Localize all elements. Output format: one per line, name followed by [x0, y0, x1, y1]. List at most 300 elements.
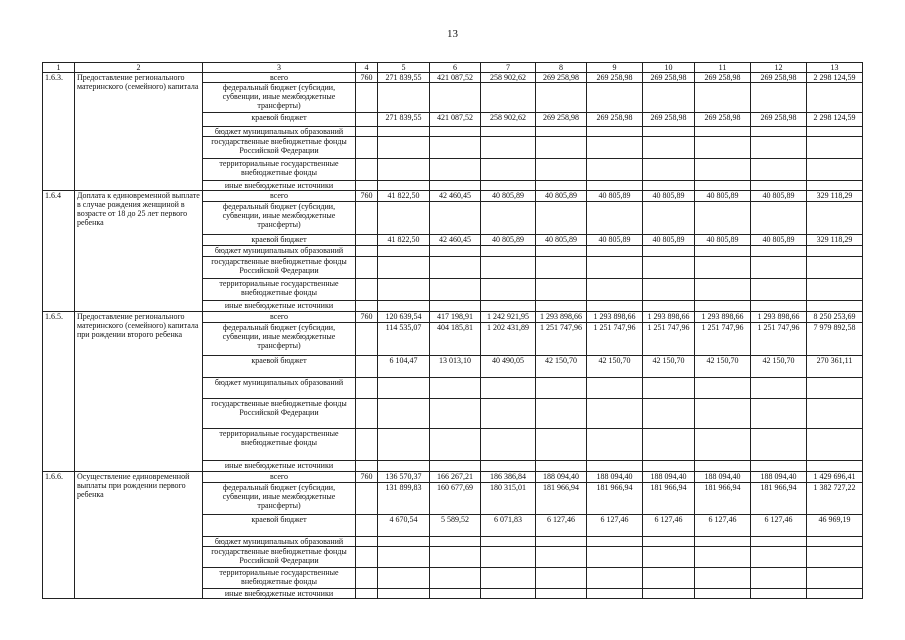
value-cell	[430, 159, 481, 181]
value-cell	[695, 461, 751, 472]
value-cell: 181 966,94	[695, 483, 751, 515]
column-header-1: 1	[43, 63, 75, 73]
value-cell	[695, 589, 751, 599]
value-cell: 6 127,46	[536, 515, 587, 537]
value-cell	[587, 301, 643, 312]
value-cell	[430, 279, 481, 301]
value-cell	[695, 378, 751, 399]
value-cell	[807, 83, 863, 113]
value-cell: 1 251 747,96	[751, 323, 807, 356]
funding-source-regional: краевой бюджет	[203, 356, 356, 378]
coordinator-code	[356, 547, 378, 568]
funding-source-municipal: бюджет муниципальных образований	[203, 127, 356, 137]
value-cell	[587, 537, 643, 547]
value-cell: 269 258,98	[587, 73, 643, 83]
funding-source-regional: краевой бюджет	[203, 113, 356, 127]
funding-source-regional: краевой бюджет	[203, 515, 356, 537]
coordinator-code	[356, 399, 378, 429]
value-cell	[481, 378, 536, 399]
value-cell: 1 242 921,95	[481, 312, 536, 323]
value-cell	[536, 399, 587, 429]
value-cell	[643, 568, 695, 589]
value-cell	[536, 127, 587, 137]
value-cell: 6 127,46	[587, 515, 643, 537]
measure-code: 1.6.3.	[43, 73, 75, 191]
value-cell: 269 258,98	[536, 113, 587, 127]
value-cell	[807, 399, 863, 429]
column-header-13: 13	[807, 63, 863, 73]
value-cell	[481, 568, 536, 589]
value-cell	[751, 399, 807, 429]
value-cell	[807, 461, 863, 472]
value-cell	[378, 137, 430, 159]
value-cell	[378, 378, 430, 399]
value-cell	[807, 137, 863, 159]
value-cell	[643, 181, 695, 191]
value-cell: 1 202 431,89	[481, 323, 536, 356]
value-cell: 40 805,89	[643, 235, 695, 246]
value-cell	[643, 159, 695, 181]
column-header-5: 5	[378, 63, 430, 73]
value-cell	[587, 568, 643, 589]
value-cell	[643, 83, 695, 113]
value-cell	[430, 589, 481, 599]
value-cell: 42 460,45	[430, 191, 481, 202]
value-cell	[751, 246, 807, 257]
value-cell	[481, 202, 536, 235]
coordinator-code	[356, 323, 378, 356]
value-cell	[695, 181, 751, 191]
value-cell	[378, 429, 430, 461]
value-cell	[481, 181, 536, 191]
funding-source-federal: федеральный бюджет (субсидии, субвенции, иные межбюджетные трансферты)	[203, 323, 356, 356]
value-cell	[536, 589, 587, 599]
value-cell	[807, 257, 863, 279]
value-cell	[378, 399, 430, 429]
funding-source-territorial-funds: территориальные государственные внебюджетные фонды	[203, 159, 356, 181]
coordinator-code: 760	[356, 191, 378, 202]
value-cell: 131 899,83	[378, 483, 430, 515]
column-header-6: 6	[430, 63, 481, 73]
value-cell	[430, 568, 481, 589]
value-cell: 40 805,89	[536, 235, 587, 246]
value-cell	[807, 202, 863, 235]
value-cell: 417 198,91	[430, 312, 481, 323]
value-cell: 271 839,55	[378, 73, 430, 83]
column-header-7: 7	[481, 63, 536, 73]
value-cell	[378, 246, 430, 257]
value-cell	[751, 127, 807, 137]
value-cell: 1 293 898,66	[587, 312, 643, 323]
value-cell	[536, 279, 587, 301]
value-cell	[695, 429, 751, 461]
value-cell	[378, 83, 430, 113]
value-cell: 269 258,98	[695, 113, 751, 127]
value-cell: 421 087,52	[430, 73, 481, 83]
value-cell: 1 251 747,96	[587, 323, 643, 356]
coordinator-code	[356, 83, 378, 113]
value-cell	[430, 257, 481, 279]
value-cell: 269 258,98	[751, 113, 807, 127]
funding-source-total: всего	[203, 472, 356, 483]
value-cell	[430, 301, 481, 312]
table-row	[43, 191, 863, 202]
value-cell	[587, 83, 643, 113]
funding-source-total: всего	[203, 73, 356, 83]
funding-source-municipal: бюджет муниципальных образований	[203, 537, 356, 547]
value-cell	[643, 378, 695, 399]
value-cell	[587, 127, 643, 137]
value-cell	[481, 137, 536, 159]
value-cell: 6 127,46	[643, 515, 695, 537]
value-cell: 181 966,94	[751, 483, 807, 515]
value-cell	[378, 589, 430, 599]
value-cell	[751, 83, 807, 113]
value-cell: 181 966,94	[536, 483, 587, 515]
value-cell: 404 185,81	[430, 323, 481, 356]
value-cell: 13 013,10	[430, 356, 481, 378]
value-cell	[430, 127, 481, 137]
value-cell	[536, 181, 587, 191]
value-cell	[643, 279, 695, 301]
header-row	[43, 63, 863, 73]
funding-source-territorial-funds: территориальные государственные внебюджетные фонды	[203, 429, 356, 461]
value-cell	[481, 461, 536, 472]
value-cell	[587, 246, 643, 257]
value-cell	[807, 301, 863, 312]
value-cell	[751, 181, 807, 191]
value-cell: 1 382 727,22	[807, 483, 863, 515]
value-cell	[751, 461, 807, 472]
value-cell	[695, 399, 751, 429]
value-cell	[430, 399, 481, 429]
value-cell	[536, 83, 587, 113]
value-cell	[587, 137, 643, 159]
value-cell: 5 589,52	[430, 515, 481, 537]
coordinator-code	[356, 202, 378, 235]
value-cell	[751, 589, 807, 599]
value-cell: 269 258,98	[536, 73, 587, 83]
value-cell	[751, 279, 807, 301]
funding-source-regional: краевой бюджет	[203, 235, 356, 246]
value-cell: 6 071,83	[481, 515, 536, 537]
value-cell	[378, 202, 430, 235]
value-cell: 1 293 898,66	[643, 312, 695, 323]
value-cell	[481, 246, 536, 257]
value-cell	[536, 537, 587, 547]
value-cell	[695, 83, 751, 113]
value-cell: 42 150,70	[751, 356, 807, 378]
value-cell	[807, 246, 863, 257]
value-cell: 269 258,98	[643, 73, 695, 83]
value-cell	[378, 461, 430, 472]
value-cell: 42 150,70	[536, 356, 587, 378]
value-cell	[643, 547, 695, 568]
funding-source-federal: федеральный бюджет (субсидии, субвенции, иные межбюджетные трансферты)	[203, 483, 356, 515]
funding-source-other: иные внебюджетные источники	[203, 301, 356, 312]
value-cell	[751, 429, 807, 461]
value-cell: 181 966,94	[643, 483, 695, 515]
value-cell	[751, 547, 807, 568]
value-cell	[643, 429, 695, 461]
value-cell: 188 094,40	[751, 472, 807, 483]
value-cell	[695, 279, 751, 301]
value-cell	[807, 279, 863, 301]
coordinator-code	[356, 181, 378, 191]
value-cell	[378, 547, 430, 568]
value-cell: 42 150,70	[643, 356, 695, 378]
table-row	[43, 472, 863, 483]
value-cell	[430, 181, 481, 191]
value-cell	[643, 127, 695, 137]
value-cell	[643, 399, 695, 429]
value-cell	[807, 537, 863, 547]
value-cell	[751, 137, 807, 159]
page-number: 13	[447, 28, 458, 40]
value-cell	[587, 159, 643, 181]
value-cell	[587, 279, 643, 301]
value-cell	[695, 127, 751, 137]
funding-source-total: всего	[203, 191, 356, 202]
value-cell	[378, 537, 430, 547]
value-cell	[378, 301, 430, 312]
value-cell	[587, 429, 643, 461]
value-cell: 1 251 747,96	[643, 323, 695, 356]
value-cell: 1 251 747,96	[695, 323, 751, 356]
value-cell	[807, 429, 863, 461]
coordinator-code	[356, 159, 378, 181]
value-cell: 40 805,89	[751, 191, 807, 202]
value-cell: 6 104,47	[378, 356, 430, 378]
coordinator-code: 760	[356, 73, 378, 83]
value-cell: 6 127,46	[695, 515, 751, 537]
value-cell	[643, 202, 695, 235]
coordinator-code	[356, 127, 378, 137]
value-cell	[430, 137, 481, 159]
value-cell	[695, 246, 751, 257]
funding-source-other: иные внебюджетные источники	[203, 589, 356, 599]
measure-name: Доплата к единовременной выплате в случае рождения женщиной в возрасте от 18 до 25 лет первого ребенка	[75, 191, 203, 312]
value-cell: 40 805,89	[751, 235, 807, 246]
value-cell	[430, 547, 481, 568]
column-header-10: 10	[643, 63, 695, 73]
coordinator-code	[356, 356, 378, 378]
value-cell: 40 805,89	[587, 235, 643, 246]
funding-source-state-funds: государственные внебюджетные фонды Российской Федерации	[203, 399, 356, 429]
value-cell: 329 118,29	[807, 235, 863, 246]
value-cell: 46 969,19	[807, 515, 863, 537]
value-cell: 4 670,54	[378, 515, 430, 537]
coordinator-code	[356, 429, 378, 461]
value-cell: 40 805,89	[481, 191, 536, 202]
funding-source-federal: федеральный бюджет (субсидии, субвенции, иные межбюджетные трансферты)	[203, 83, 356, 113]
coordinator-code	[356, 137, 378, 159]
value-cell: 40 805,89	[695, 235, 751, 246]
value-cell	[430, 378, 481, 399]
value-cell: 41 822,50	[378, 235, 430, 246]
value-cell	[695, 257, 751, 279]
value-cell: 40 805,89	[481, 235, 536, 246]
value-cell	[587, 257, 643, 279]
value-cell	[481, 83, 536, 113]
value-cell	[587, 461, 643, 472]
funding-source-state-funds: государственные внебюджетные фонды Российской Федерации	[203, 137, 356, 159]
funding-source-other: иные внебюджетные источники	[203, 461, 356, 472]
value-cell: 1 251 747,96	[536, 323, 587, 356]
value-cell	[378, 127, 430, 137]
value-cell	[751, 257, 807, 279]
value-cell: 180 315,01	[481, 483, 536, 515]
value-cell	[378, 257, 430, 279]
measure-name: Предоставление регионального материнского (семейного) капитала при рождении второго ребенка	[75, 312, 203, 472]
value-cell: 258 902,62	[481, 73, 536, 83]
value-cell: 166 267,21	[430, 472, 481, 483]
value-cell	[430, 461, 481, 472]
measure-name: Предоставление регионального материнского (семейного) капитала	[75, 73, 203, 191]
value-cell	[807, 589, 863, 599]
value-cell: 114 535,07	[378, 323, 430, 356]
value-cell	[481, 429, 536, 461]
coordinator-code	[356, 301, 378, 312]
coordinator-code	[356, 257, 378, 279]
value-cell: 42 150,70	[695, 356, 751, 378]
value-cell	[643, 137, 695, 159]
value-cell	[695, 537, 751, 547]
value-cell	[430, 202, 481, 235]
table-row	[43, 73, 863, 83]
value-cell: 42 460,45	[430, 235, 481, 246]
coordinator-code	[356, 568, 378, 589]
value-cell	[378, 568, 430, 589]
coordinator-code	[356, 246, 378, 257]
value-cell	[536, 568, 587, 589]
value-cell: 1 293 898,66	[536, 312, 587, 323]
column-header-9: 9	[587, 63, 643, 73]
value-cell	[807, 568, 863, 589]
value-cell	[807, 127, 863, 137]
measure-code: 1.6.6.	[43, 472, 75, 599]
coordinator-code	[356, 515, 378, 537]
column-header-2: 2	[75, 63, 203, 73]
value-cell	[807, 378, 863, 399]
coordinator-code	[356, 589, 378, 599]
coordinator-code: 760	[356, 472, 378, 483]
table-row	[43, 312, 863, 323]
coordinator-code	[356, 113, 378, 127]
value-cell: 120 639,54	[378, 312, 430, 323]
value-cell	[695, 202, 751, 235]
value-cell	[378, 159, 430, 181]
value-cell: 40 805,89	[695, 191, 751, 202]
value-cell: 421 087,52	[430, 113, 481, 127]
column-header-3: 3	[203, 63, 356, 73]
coordinator-code	[356, 461, 378, 472]
value-cell	[481, 547, 536, 568]
value-cell: 270 361,11	[807, 356, 863, 378]
value-cell	[587, 378, 643, 399]
value-cell	[536, 137, 587, 159]
value-cell: 6 127,46	[751, 515, 807, 537]
value-cell: 40 805,89	[587, 191, 643, 202]
value-cell: 41 822,50	[378, 191, 430, 202]
column-header-8: 8	[536, 63, 587, 73]
coordinator-code	[356, 279, 378, 301]
value-cell	[481, 399, 536, 429]
value-cell	[695, 301, 751, 312]
column-header-4: 4	[356, 63, 378, 73]
value-cell	[587, 181, 643, 191]
measure-name: Осуществление единовременной выплаты при рождении первого ребенка	[75, 472, 203, 599]
value-cell	[587, 399, 643, 429]
value-cell: 188 094,40	[587, 472, 643, 483]
value-cell: 8 250 253,69	[807, 312, 863, 323]
funding-source-federal: федеральный бюджет (субсидии, субвенции, иные межбюджетные трансферты)	[203, 202, 356, 235]
value-cell: 329 118,29	[807, 191, 863, 202]
value-cell	[587, 202, 643, 235]
value-cell: 269 258,98	[751, 73, 807, 83]
value-cell	[430, 537, 481, 547]
value-cell	[481, 589, 536, 599]
value-cell	[481, 279, 536, 301]
value-cell	[481, 257, 536, 279]
value-cell	[751, 202, 807, 235]
value-cell	[807, 181, 863, 191]
value-cell	[536, 461, 587, 472]
funding-source-state-funds: государственные внебюджетные фонды Российской Федерации	[203, 547, 356, 568]
coordinator-code	[356, 537, 378, 547]
value-cell: 7 979 892,58	[807, 323, 863, 356]
value-cell	[587, 547, 643, 568]
value-cell: 2 298 124,59	[807, 73, 863, 83]
value-cell	[643, 257, 695, 279]
funding-source-total: всего	[203, 312, 356, 323]
value-cell	[751, 159, 807, 181]
budget-table	[42, 62, 863, 599]
value-cell	[481, 159, 536, 181]
value-cell	[643, 537, 695, 547]
value-cell: 2 298 124,59	[807, 113, 863, 127]
funding-source-municipal: бюджет муниципальных образований	[203, 378, 356, 399]
funding-source-municipal: бюджет муниципальных образований	[203, 246, 356, 257]
value-cell: 42 150,70	[587, 356, 643, 378]
value-cell	[751, 568, 807, 589]
value-cell	[536, 378, 587, 399]
coordinator-code	[356, 483, 378, 515]
measure-code: 1.6.5.	[43, 312, 75, 472]
value-cell	[695, 568, 751, 589]
value-cell: 186 386,84	[481, 472, 536, 483]
coordinator-code	[356, 235, 378, 246]
measure-code: 1.6.4	[43, 191, 75, 312]
value-cell: 269 258,98	[695, 73, 751, 83]
value-cell	[695, 159, 751, 181]
funding-source-state-funds: государственные внебюджетные фонды Российской Федерации	[203, 257, 356, 279]
value-cell	[643, 301, 695, 312]
value-cell: 181 966,94	[587, 483, 643, 515]
value-cell: 1 293 898,66	[695, 312, 751, 323]
value-cell: 136 570,37	[378, 472, 430, 483]
value-cell	[536, 547, 587, 568]
funding-source-territorial-funds: территориальные государственные внебюджетные фонды	[203, 568, 356, 589]
value-cell	[695, 137, 751, 159]
value-cell: 40 805,89	[643, 191, 695, 202]
value-cell: 40 805,89	[536, 191, 587, 202]
value-cell	[643, 461, 695, 472]
coordinator-code	[356, 378, 378, 399]
funding-source-territorial-funds: территориальные государственные внебюджетные фонды	[203, 279, 356, 301]
funding-source-other: иные внебюджетные источники	[203, 181, 356, 191]
value-cell	[378, 279, 430, 301]
